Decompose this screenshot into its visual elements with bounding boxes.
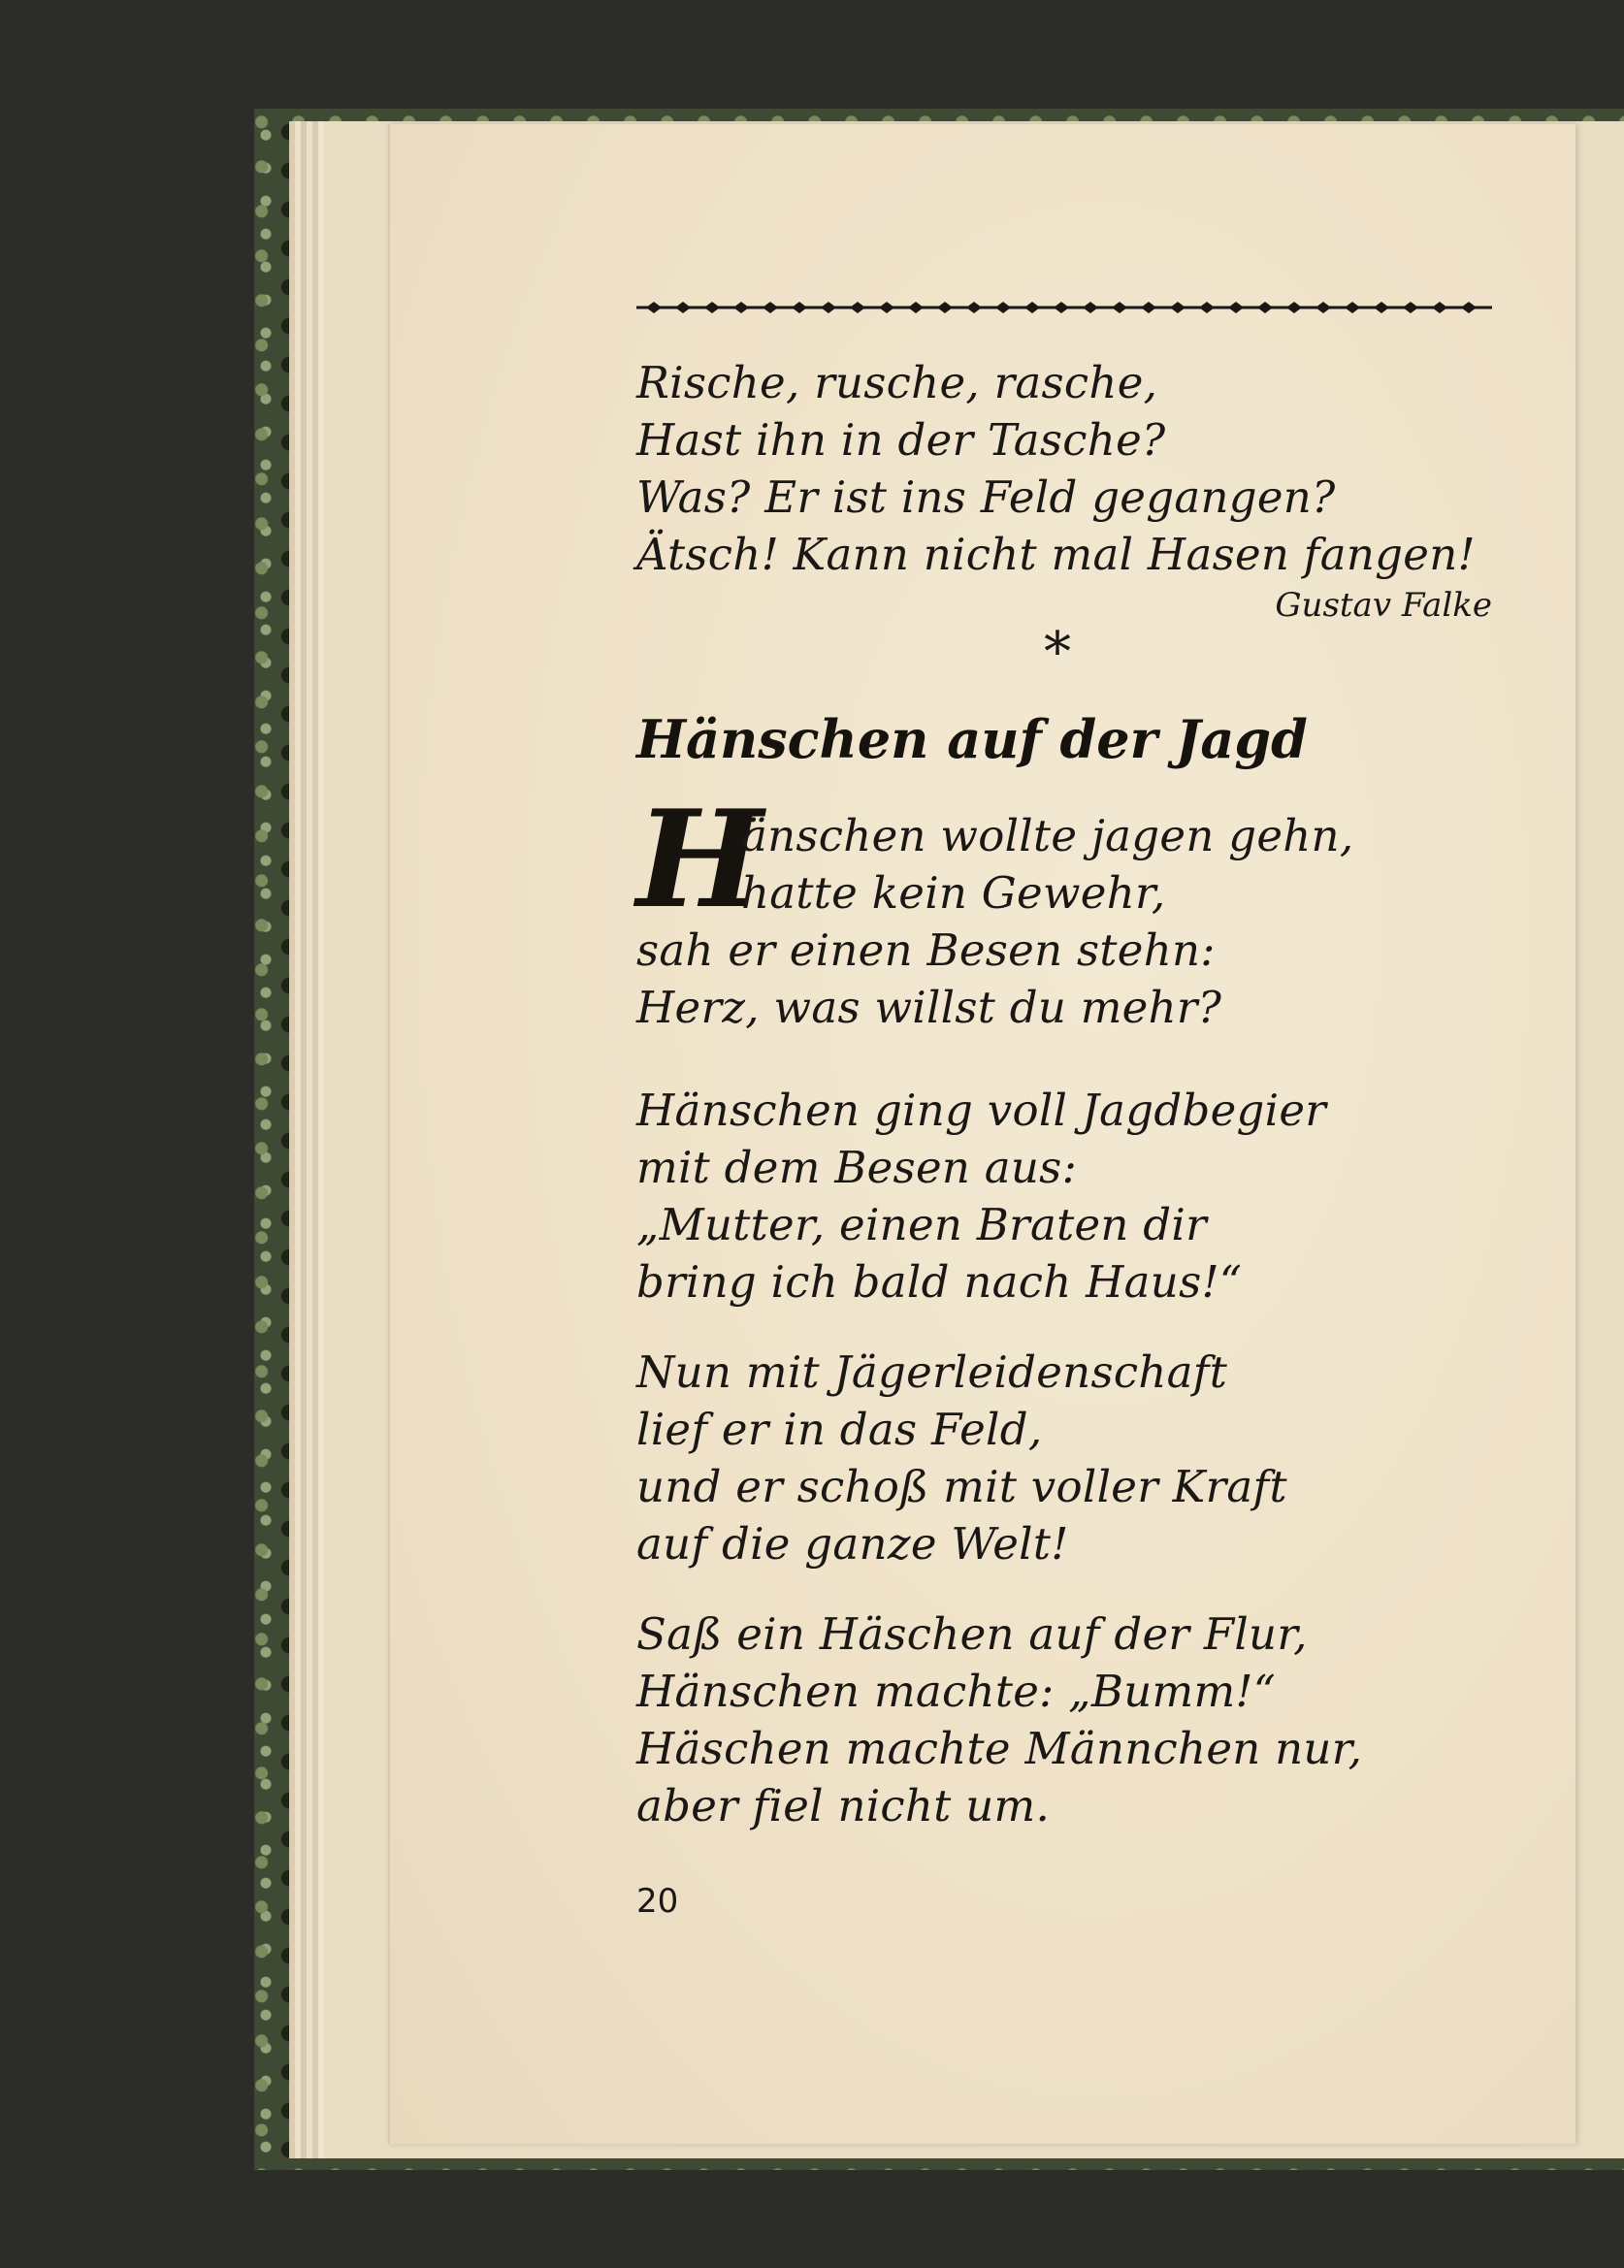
stanza-1 — [636, 807, 1353, 1036]
facing-page-edge — [1572, 126, 1624, 2144]
stanza-4 — [636, 1605, 1362, 1834]
poem-line: Ätsch! Kann nicht mal Hasen fangen! — [636, 529, 1476, 580]
poem-line: Häschen machte Männchen nur, — [636, 1723, 1363, 1774]
poem-line: Hänschen ging voll Jagdbegier — [636, 1085, 1327, 1136]
poem-line: Hänschen machte: „Bumm!“ — [636, 1666, 1277, 1717]
poem-line: Saß ein Häschen auf der Flur, — [636, 1608, 1308, 1660]
poem-line: aber fiel nicht um. — [636, 1780, 1051, 1831]
poem-line: sah er einen Besen stehn: — [636, 924, 1216, 976]
section-separator: * — [1044, 621, 1071, 684]
poem-line: Rische, rusche, rasche, — [636, 357, 1158, 408]
poem-rische-rusche — [636, 354, 1476, 583]
poem-line: bring ich bald nach Haus!“ — [636, 1256, 1243, 1308]
poem-line: änschen wollte jagen gehn, — [741, 810, 1354, 861]
poem-line: Was? Er ist ins Feld gegangen? — [636, 471, 1336, 523]
drop-cap: H — [636, 780, 763, 938]
decorative-rule — [636, 299, 1492, 316]
poem-line: und er schoß mit voller Kraft — [636, 1461, 1287, 1512]
page-number: 20 — [636, 1882, 679, 1921]
poem-line: mit dem Besen aus: — [636, 1142, 1078, 1193]
poem-line: „Mutter, einen Braten dir — [636, 1199, 1207, 1250]
poem-line: auf die ganze Welt! — [636, 1518, 1069, 1570]
poem-line: hatte kein Gewehr, — [741, 867, 1166, 919]
poem-line: Nun mit Jägerleidenschaft — [636, 1346, 1228, 1398]
poem-line: Hast ihn in der Tasche? — [636, 414, 1166, 466]
poem-author: Gustav Falke — [1275, 586, 1492, 625]
stanza-3 — [636, 1344, 1287, 1572]
stanza-2 — [636, 1082, 1326, 1311]
poem-line: lief er in das Feld, — [636, 1404, 1043, 1455]
poem-line: Herz, was willst du mehr? — [636, 982, 1222, 1033]
poem-title: Hänschen auf der Jagd — [636, 708, 1308, 770]
